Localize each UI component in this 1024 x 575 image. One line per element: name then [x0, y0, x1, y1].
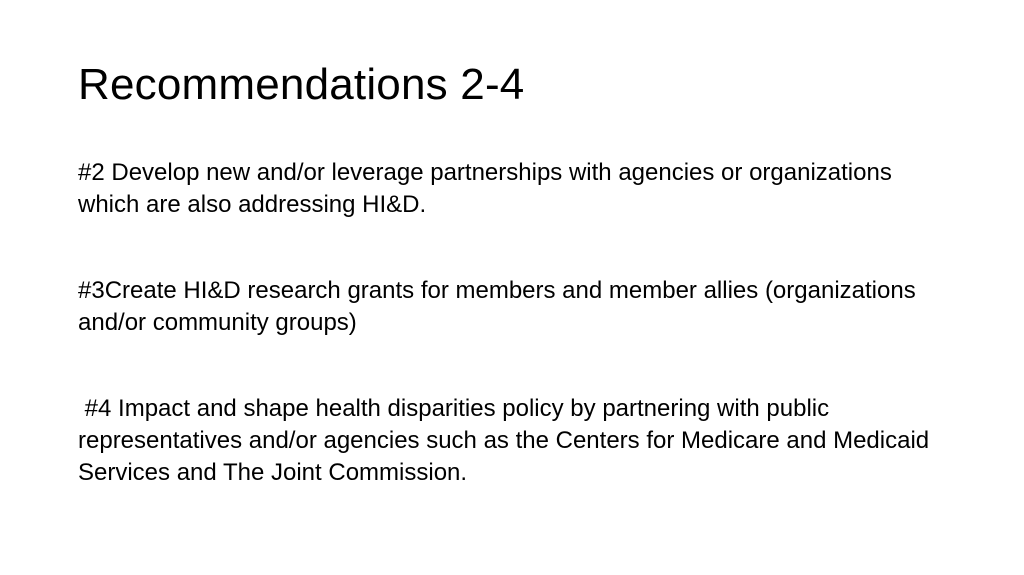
recommendation-3-paragraph: #3Create HI&D research grants for members and member allies (organizations and/or community groups) [78, 277, 923, 336]
slide-title: Recommendations 2-4 [78, 60, 525, 109]
recommendation-4-paragraph: #4 Impact and shape health disparities policy by partnering with public representatives and/or agencies such as the Centers for Medicare and Medicaid Services and The Joint Commission. [78, 395, 936, 486]
recommendation-2-paragraph: #2 Develop new and/or leverage partnerships with agencies or organizations which are also addressing HI&D. [78, 159, 899, 218]
slide-body [78, 157, 958, 489]
